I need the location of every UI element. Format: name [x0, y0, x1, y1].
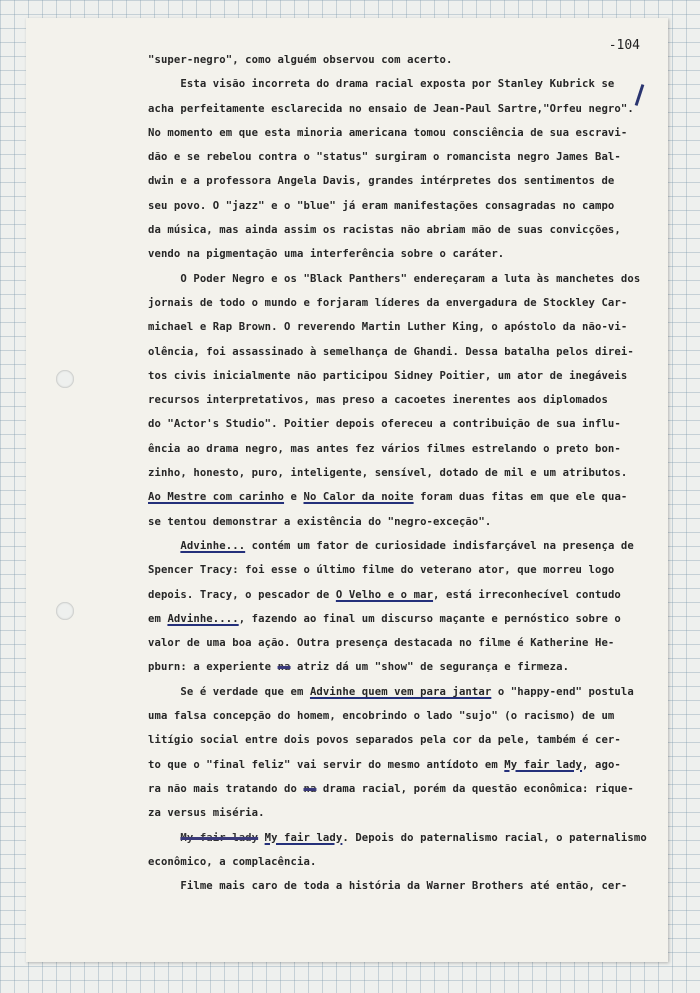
text-line: dão e se rebelou contra o "status" surgiram o romancista negro James Bal- [148, 151, 621, 164]
text-line: michael e Rap Brown. O reverendo Martin Luther King, o apóstolo da não-vi- [148, 321, 628, 334]
text-line: zinho, honesto, puro, inteligente, sensível, dotado de mil e um atributos. [148, 467, 628, 480]
underlined-title: Advinhe... [180, 539, 246, 552]
text-line: Se é verdade que em Advinhe quem vem para jantar o "happy-end" postula [148, 685, 634, 698]
text-line: ência ao drama negro, mas antes fez vários filmes estrelando o preto bon- [148, 442, 621, 455]
text-line: Esta visão incorreta do drama racial exposta por Stanley Kubrick se [148, 78, 615, 91]
underlined-title: My fair lady [264, 831, 343, 844]
text-line: tos civis inicialmente não participou Sidney Poitier, um ator de inegáveis [148, 369, 628, 382]
text-line: acha perfeitamente esclarecida no ensaio de Jean-Paul Sartre,"Orfeu negro". [148, 102, 634, 115]
struck-out-text: na [303, 782, 317, 795]
punch-hole [56, 602, 74, 620]
text-line: to que o "final feliz" vai servir do mesmo antídoto em My fair lady, ago- [148, 758, 621, 771]
text-line: do "Actor's Studio". Poitier depois ofereceu a contribuição de sua influ- [148, 418, 621, 431]
text-line: valor de uma boa ação. Outra presença destacada no filme é Katherine He- [148, 637, 615, 650]
text-line: Advinhe... contém um fator de curiosidade indisfarçável na presença de [180, 539, 634, 552]
underlined-title: No Calor da noite [303, 491, 414, 504]
text-line: Ao Mestre com carinho e No Calor da noite foram duas fitas em que ele qua- [148, 491, 628, 504]
text-line: "super-negro", como alguém observou com acerto. [148, 54, 453, 66]
underlined-title: Ao Mestre com carinho [148, 491, 285, 504]
text-line: Filme mais caro de toda a história da Warner Brothers até então, cer- [148, 880, 628, 893]
text-line: No momento em que esta minoria americana tomou consciência de sua escravi- [148, 126, 628, 139]
struck-out-text: na [277, 661, 291, 674]
text-line: depois. Tracy, o pescador de O Velho e o mar, está irreconhecível contudo [148, 588, 621, 601]
page-body [148, 48, 647, 898]
punch-hole [56, 370, 74, 388]
struck-out-text: My fair lady [180, 831, 259, 844]
text-line: pburn: a experiente na atriz dá um "show" de segurança e firmeza. [148, 661, 570, 674]
text-line: seu povo. O "jazz" e o "blue" já eram manifestações consagradas no campo [148, 199, 615, 212]
text-line: se tentou demonstrar a existência do "negro-exceção". [148, 515, 492, 528]
page-number: -104 [608, 38, 640, 53]
underlined-title: My fair lady [504, 758, 583, 771]
text-line: My fair lady My fair lady. Depois do paternalismo racial, o paternalismo [180, 831, 647, 844]
text-line: em Advinhe...., fazendo ao final um discurso maçante e pernóstico sobre o [148, 612, 621, 625]
text-line: olência, foi assassinado à semelhança de Ghandi. Dessa batalha pelos direi- [148, 345, 634, 358]
underlined-title: Advinhe quem vem para jantar [309, 685, 492, 698]
text-line: jornais de todo o mundo e forjaram líderes da envergadura de Stockley Car- [148, 296, 628, 309]
text-line: dwin e a professora Angela Davis, grandes intérpretes dos sentimentos de [148, 175, 615, 188]
text-line: vendo na pigmentação uma interferência sobre o caráter. [148, 248, 505, 261]
text-line: Spencer Tracy: foi esse o último filme do veterano ator, que morreu logo [148, 564, 615, 577]
underlined-title: Advinhe.... [167, 612, 239, 625]
text-line: econômico, a complacência. [148, 855, 317, 868]
text-line: recursos interpretativos, mas preso a cacoetes inerentes aos diplomados [148, 394, 608, 407]
text-line: ra não mais tratando do na drama racial, porém da questão econômica: rique- [148, 782, 634, 795]
underlined-title: O Velho e o mar [335, 588, 434, 601]
text-line: uma falsa concepção do homem, encobrindo o lado "sujo" (o racismo) de um [148, 710, 615, 723]
text-line: litígio social entre dois povos separados pela cor da pele, também é cer- [148, 734, 621, 747]
text-line: da música, mas ainda assim os racistas não abriam mão de suas convicções, [148, 224, 621, 237]
text-line: O Poder Negro e os "Black Panthers" endereçaram a luta às manchetes dos [148, 272, 641, 285]
text-line: za versus miséria. [148, 807, 265, 820]
